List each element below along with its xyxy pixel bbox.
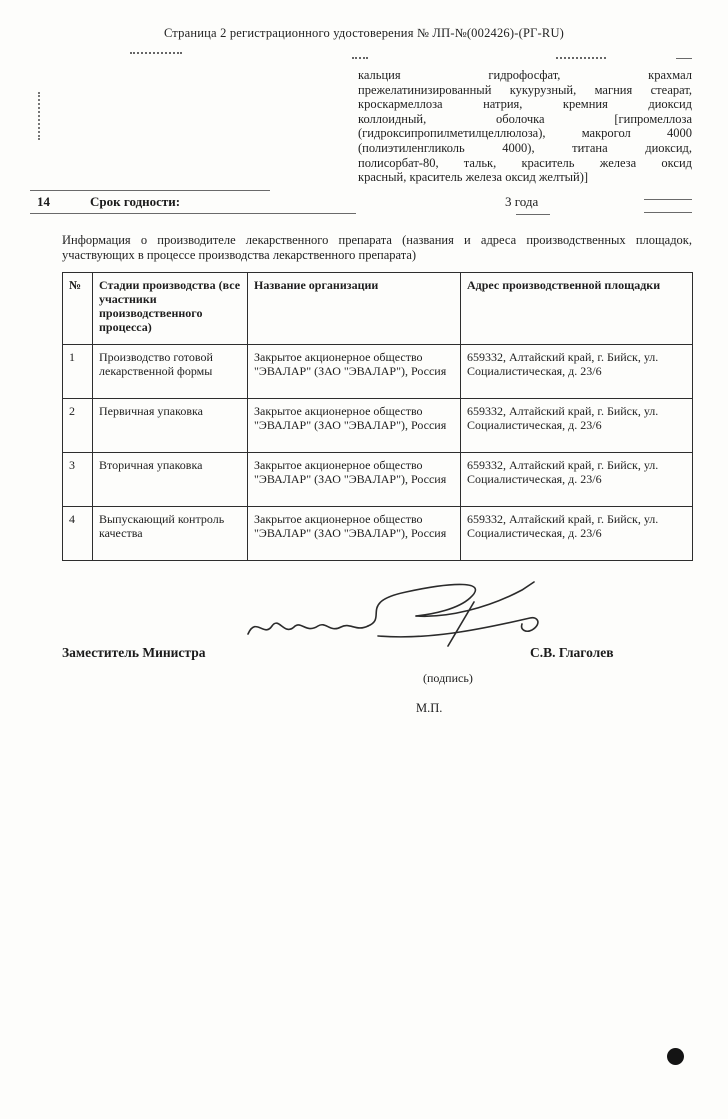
composition-line: коллоидный, оболочка [гипромеллоза <box>358 111 692 126</box>
cell-number: 1 <box>63 345 93 399</box>
composition-line: полисорбат-80, тальк, краситель железа оксид <box>358 155 692 170</box>
shelf-life-value: 3 года <box>505 194 539 209</box>
scan-artifact <box>130 52 182 54</box>
composition-line: кальция гидрофосфат, крахмал <box>358 68 692 82</box>
scan-artifact <box>516 214 550 215</box>
cell-address: 659332, Алтайский край, г. Бийск, ул. Социалистическая, д. 23/6 <box>461 453 693 507</box>
cell-address: 659332, Алтайский край, г. Бийск, ул. Социалистическая, д. 23/6 <box>461 399 693 453</box>
col-header-organization: Название организации <box>248 273 461 345</box>
composition-line: (полиэтиленгликоль 4000), титана диоксид, <box>358 140 692 155</box>
cell-organization: Закрытое акционерное общество "ЭВАЛАР" (ЗАО "ЭВАЛАР"), Россия <box>248 453 461 507</box>
scan-artifact <box>30 213 356 214</box>
col-header-stage: Стадии производства (все участники производственного процесса) <box>93 273 248 345</box>
composition-line: кроскармеллоза натрия, кремния диоксид <box>358 97 692 112</box>
scan-artifact <box>556 57 606 59</box>
composition-line: прежелатинизированный кукурузный, магния стеарат, <box>358 82 692 97</box>
signature-caption: (подпись) <box>423 671 473 685</box>
cell-organization: Закрытое акционерное общество "ЭВАЛАР" (ЗАО "ЭВАЛАР"), Россия <box>248 507 461 561</box>
col-header-number: № <box>63 273 93 345</box>
cell-address: 659332, Алтайский край, г. Бийск, ул. Социалистическая, д. 23/6 <box>461 345 693 399</box>
cell-address: 659332, Алтайский край, г. Бийск, ул. Социалистическая, д. 23/6 <box>461 507 693 561</box>
scan-artifact <box>644 199 692 200</box>
composition-line: красный, краситель железа оксид желтый)] <box>358 170 589 185</box>
signatory-title: Заместитель Министра <box>62 645 206 660</box>
cell-organization: Закрытое акционерное общество "ЭВАЛАР" (ЗАО "ЭВАЛАР"), Россия <box>248 345 461 399</box>
scan-artifact <box>676 58 692 59</box>
table-row <box>63 345 693 399</box>
composition-text <box>358 68 692 185</box>
cell-stage: Производство готовой лекарственной формы <box>93 345 248 399</box>
cell-stage: Первичная упаковка <box>93 399 248 453</box>
scan-artifact <box>644 212 692 213</box>
page-header: Страница 2 регистрационного удостоверения № ЛП-№(002426)-(РГ-RU) <box>163 26 565 40</box>
signature-image <box>238 572 548 664</box>
manufacturers-table <box>62 272 693 561</box>
cell-number: 4 <box>63 507 93 561</box>
table-header-row <box>63 273 693 345</box>
seal-placeholder: М.П. <box>416 701 443 715</box>
scan-artifact <box>352 57 368 59</box>
composition-line: (гидроксипропилметилцеллюлоза), макрогол 4000 <box>358 126 692 141</box>
manufacturer-info-intro: Информация о производителе лекарственного препарата (названия и адреса производственных площадок, участвующих в процессе производства лекарственного препарата) <box>62 233 692 262</box>
signatory-name: С.В. Глаголев <box>530 645 614 660</box>
scan-artifact <box>30 190 270 191</box>
cell-organization: Закрытое акционерное общество "ЭВАЛАР" (ЗАО "ЭВАЛАР"), Россия <box>248 399 461 453</box>
scan-artifact <box>38 92 40 140</box>
cell-number: 3 <box>63 453 93 507</box>
cell-stage: Выпускающий контроль качества <box>93 507 248 561</box>
table-row <box>63 399 693 453</box>
table-row <box>63 507 693 561</box>
shelf-life-label: Срок годности: <box>90 194 181 209</box>
scan-hole-mark <box>667 1048 684 1065</box>
table-row <box>63 453 693 507</box>
shelf-life-number: 14 <box>37 194 50 209</box>
cell-stage: Вторичная упаковка <box>93 453 248 507</box>
cell-number: 2 <box>63 399 93 453</box>
col-header-address: Адрес производственной площадки <box>461 273 693 345</box>
